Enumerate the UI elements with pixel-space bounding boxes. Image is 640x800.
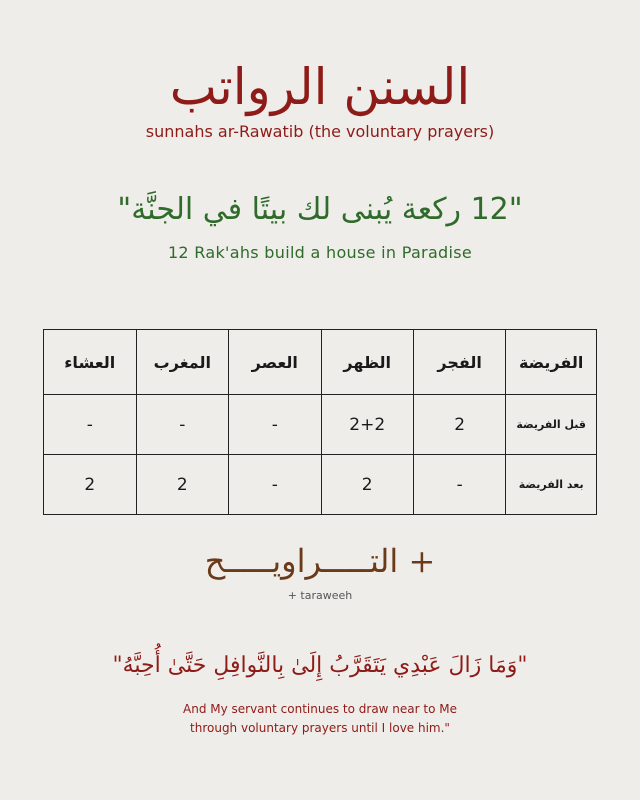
header-maghrib: المغرب	[136, 330, 229, 395]
cell-before-maghrib: -	[136, 395, 229, 455]
cell-after-maghrib: 2	[136, 455, 229, 515]
taraweeh-arabic: + التـــــراويـــــح	[204, 542, 436, 580]
cell-after-fajr: -	[413, 455, 505, 515]
quote-english-line1: And My servant continues to draw near to Me	[183, 702, 457, 716]
cell-after-dhuhr: 2	[321, 455, 413, 515]
quote-english	[0, 700, 640, 738]
quote-arabic: "وَمَا زَالَ عَبْدِي يَتَقَرَّبُ إِلَىٰ بِالنَّوافِلِ حَتَّىٰ أُحِبَّهُ"	[112, 653, 528, 678]
rawatib-table	[43, 329, 597, 515]
header-isha: العشاء	[44, 330, 137, 395]
table-row-before	[44, 395, 597, 455]
row-label-before: قبل الفريضة	[506, 395, 597, 455]
page-title-arabic: السنن الرواتب	[169, 58, 471, 116]
cell-before-isha: -	[44, 395, 137, 455]
header-dhuhr: الظهر	[321, 330, 413, 395]
table-header-row	[44, 330, 597, 395]
cell-after-asr: -	[229, 455, 321, 515]
cell-before-asr: -	[229, 395, 321, 455]
header-fajr: الفجر	[413, 330, 505, 395]
hadith-english: 12 Rak'ahs build a house in Paradise	[167, 243, 473, 262]
cell-before-fajr: 2	[413, 395, 505, 455]
quote-english-line2: through voluntary prayers until I love him."	[190, 721, 450, 735]
header-label-cell: الفريضة	[506, 330, 597, 395]
row-label-after: بعد الفريضة	[506, 455, 597, 515]
page-subtitle-english: sunnahs ar-Rawatib (the voluntary prayers)	[145, 122, 495, 141]
taraweeh-english: + taraweeh	[287, 589, 353, 602]
cell-after-isha: 2	[44, 455, 137, 515]
cell-before-dhuhr: 2+2	[321, 395, 413, 455]
header-asr: العصر	[229, 330, 321, 395]
hadith-arabic: "12 ركعة يُبنى لك بيتًا في الجنَّة"	[117, 192, 523, 227]
table-row-after	[44, 455, 597, 515]
